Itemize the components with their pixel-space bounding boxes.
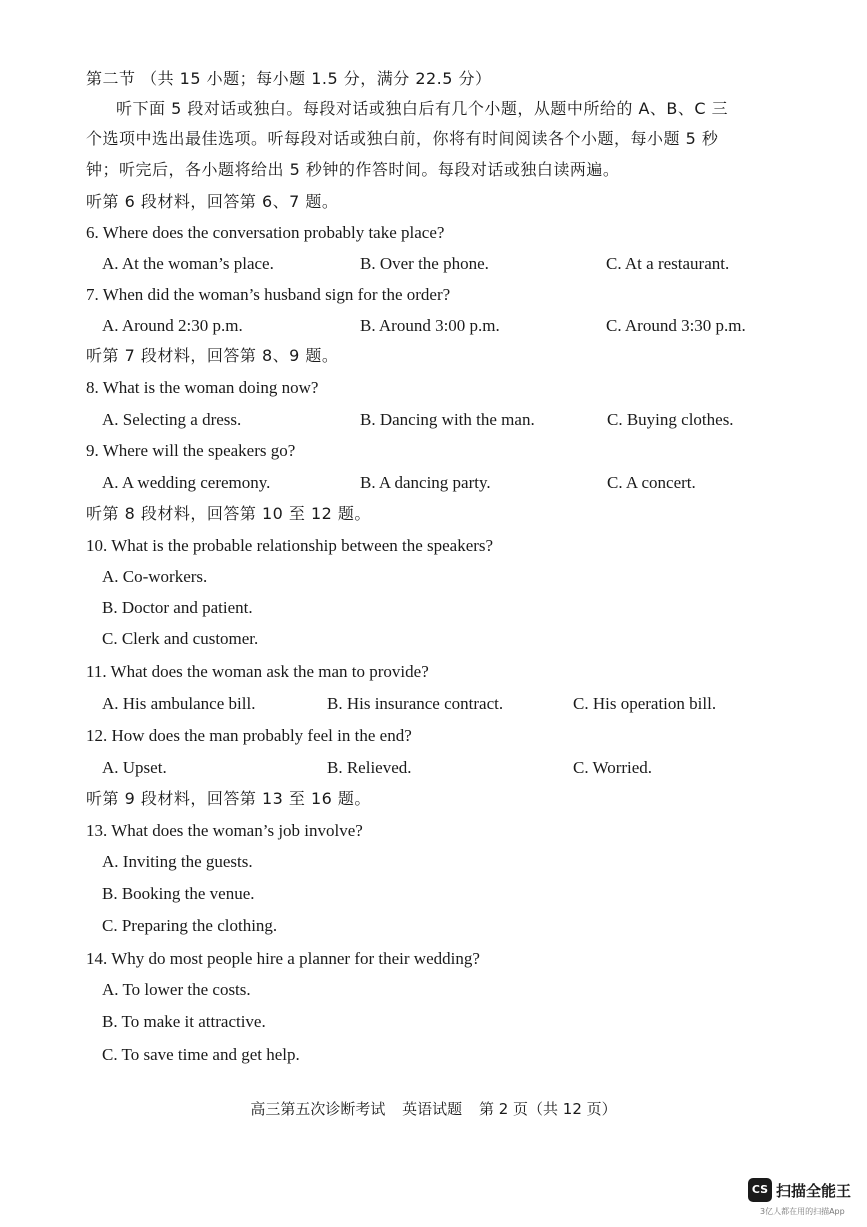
option-a: A. To lower the costs. bbox=[102, 980, 251, 999]
question-text: 12. How does the man probably feel in the end? bbox=[86, 726, 412, 745]
option-b: B. A dancing party. bbox=[360, 473, 491, 492]
footer-exam: 高三第五次诊断考试 bbox=[250, 1100, 386, 1118]
option-b: B. Doctor and patient. bbox=[102, 598, 253, 617]
instruction-line: 听下面 5 段对话或独白。每段对话或独白后有几个小题，从题中所给的 A、B、C 三 bbox=[116, 99, 729, 118]
option-a: A. Co-workers. bbox=[102, 567, 208, 586]
option-b: B. Over the phone. bbox=[360, 254, 489, 273]
cs-logo-icon: CS bbox=[748, 1178, 772, 1202]
question-text: 9. Where will the speakers go? bbox=[86, 441, 296, 460]
question-text: 13. What does the woman’s job involve? bbox=[86, 821, 363, 840]
option-c: C. Worried. bbox=[573, 758, 653, 777]
option-b: B. Relieved. bbox=[327, 758, 412, 777]
watermark-tagline: 3亿人都在用的扫描App bbox=[760, 1207, 845, 1216]
option-b: B. Booking the venue. bbox=[102, 884, 255, 903]
instruction-line: 个选项中选出最佳选项。听每段对话或独白前，你将有时间阅读各个小题，每小题 5 秒 bbox=[86, 129, 719, 148]
option-b: B. To make it attractive. bbox=[102, 1012, 266, 1031]
scanner-watermark bbox=[748, 1178, 858, 1218]
option-a: A. Selecting a dress. bbox=[102, 410, 242, 429]
option-c: C. Buying clothes. bbox=[607, 410, 734, 429]
option-a: A. A wedding ceremony. bbox=[102, 473, 271, 492]
footer-page-number: 第 2 页（共 12 页） bbox=[478, 1100, 617, 1118]
question-text: 14. Why do most people hire a planner for their wedding? bbox=[86, 949, 480, 968]
option-a: A. At the woman’s place. bbox=[102, 254, 274, 273]
option-a: A. Around 2:30 p.m. bbox=[102, 316, 243, 335]
option-c: C. A concert. bbox=[607, 473, 696, 492]
option-a: A. Upset. bbox=[102, 758, 167, 777]
group-intro: 听第 9 段材料，回答第 13 至 16 题。 bbox=[86, 789, 371, 808]
question-text: 10. What is the probable relationship between the speakers? bbox=[86, 536, 494, 555]
option-c: C. Clerk and customer. bbox=[102, 629, 259, 648]
watermark-name: 扫描全能王 bbox=[776, 1182, 852, 1200]
option-c: C. At a restaurant. bbox=[606, 254, 730, 273]
page-footer bbox=[0, 1098, 867, 1119]
option-a: A. His ambulance bill. bbox=[102, 694, 256, 713]
section-heading: 第二节 （共 15 小题；每小题 1.5 分，满分 22.5 分） bbox=[86, 69, 492, 88]
option-b: B. Dancing with the man. bbox=[360, 410, 535, 429]
option-b: B. Around 3:00 p.m. bbox=[360, 316, 500, 335]
question-text: 11. What does the woman ask the man to provide? bbox=[86, 662, 429, 681]
option-b: B. His insurance contract. bbox=[327, 694, 504, 713]
option-c: C. To save time and get help. bbox=[102, 1045, 300, 1064]
footer-subject: 英语试题 bbox=[402, 1100, 463, 1118]
option-a: A. Inviting the guests. bbox=[102, 852, 253, 871]
option-c: C. Around 3:30 p.m. bbox=[606, 316, 746, 335]
group-intro: 听第 8 段材料，回答第 10 至 12 题。 bbox=[86, 504, 371, 523]
instruction-line: 钟；听完后，各小题将给出 5 秒钟的作答时间。每段对话或独白读两遍。 bbox=[86, 160, 620, 179]
question-text: 8. What is the woman doing now? bbox=[86, 378, 319, 397]
option-c: C. His operation bill. bbox=[573, 694, 717, 713]
question-text: 7. When did the woman’s husband sign for the order? bbox=[86, 285, 451, 304]
group-intro: 听第 7 段材料，回答第 8、9 题。 bbox=[86, 346, 339, 365]
group-intro: 听第 6 段材料，回答第 6、7 题。 bbox=[86, 192, 339, 211]
option-c: C. Preparing the clothing. bbox=[102, 916, 278, 935]
question-text: 6. Where does the conversation probably take place? bbox=[86, 223, 445, 242]
